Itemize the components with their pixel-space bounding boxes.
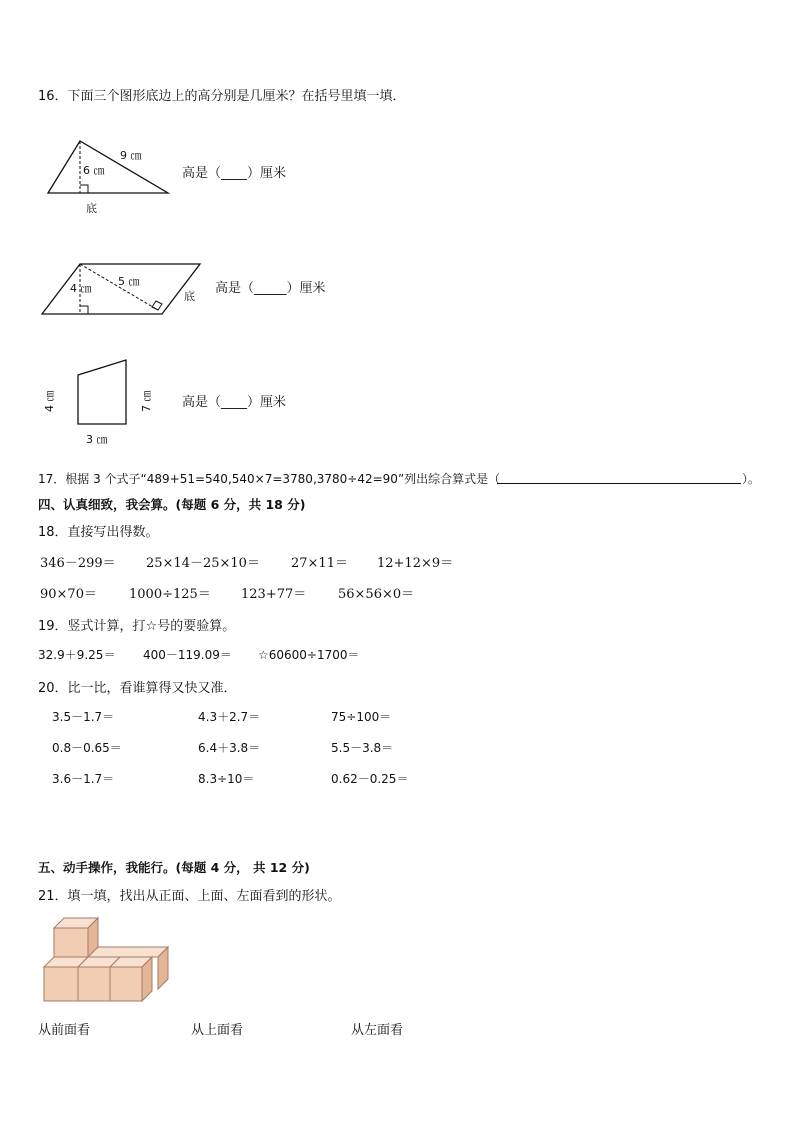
q20-item[interactable]: 0.62－0.25＝ [331, 772, 409, 786]
q17-answer-blank[interactable] [497, 483, 741, 484]
trapezoid-right-label: 7 ㎝ [140, 390, 153, 412]
q18-prompt: 18．直接写出得数。 [38, 525, 159, 540]
triangle-figure [40, 135, 180, 220]
q18-item-5[interactable]: 90×70＝ [40, 587, 97, 602]
q19-item-2[interactable]: 400－119.09＝ [143, 648, 232, 662]
trapezoid-figure [40, 355, 160, 450]
q20-item[interactable]: 3.5－1.7＝ [52, 710, 115, 724]
view-label-left: 从左面看 [351, 1023, 404, 1038]
q20-item[interactable]: 0.8－0.65＝ [52, 741, 122, 755]
q19-item-3[interactable]: ☆60600÷1700＝ [258, 648, 360, 662]
trapezoid-left-label: 4 ㎝ [43, 390, 56, 412]
triangle-hyp-label: 9 ㎝ [120, 149, 142, 162]
parallelogram-height-label: 4 ㎝ [70, 282, 92, 295]
q20-item[interactable]: 75÷100＝ [331, 710, 392, 724]
parallelogram-diag-label: 5 ㎝ [118, 275, 140, 288]
q19-prompt: 19．竖式计算，打☆号的要验算。 [38, 619, 236, 634]
q18-item-7[interactable]: 123+77＝ [241, 587, 307, 602]
q18-item-6[interactable]: 1000÷125＝ [129, 587, 211, 602]
section5-title: 五、动手操作，我能行。(每题 4 分， 共 12 分) [38, 860, 310, 875]
q19-item-1[interactable]: 32.9＋9.25＝ [38, 648, 116, 662]
q18-item-1[interactable]: 346－299＝ [40, 556, 116, 571]
cube-stack-illustration [40, 912, 175, 1007]
q20-item[interactable]: 3.6－1.7＝ [52, 772, 115, 786]
q20-prompt: 20．比一比，看谁算得又快又准． [38, 681, 237, 696]
q20-item[interactable]: 4.3＋2.7＝ [198, 710, 261, 724]
q18-item-4[interactable]: 12+12×9＝ [377, 556, 454, 571]
fig1-answer[interactable]: 高是（____）厘米 [182, 166, 287, 181]
q16-prompt: 16．下面三个图形底边上的高分别是几厘米？在括号里填一填． [38, 89, 406, 104]
view-label-front: 从前面看 [38, 1023, 91, 1038]
trapezoid-bottom-label: 3 ㎝ [86, 433, 108, 446]
section4-title: 四、认真细致，我会算。(每题 6 分，共 18 分) [38, 497, 306, 512]
q20-item[interactable]: 5.5－3.8＝ [331, 741, 394, 755]
parallelogram-base-label: 底 [184, 290, 195, 303]
fig2-answer[interactable]: 高是（_____）厘米 [215, 281, 326, 296]
parallelogram-figure [38, 258, 208, 320]
triangle-base-label: 底 [86, 202, 97, 215]
fig3-answer[interactable]: 高是（____）厘米 [182, 395, 287, 410]
triangle-height-label: 6 ㎝ [83, 164, 105, 177]
q18-item-8[interactable]: 56×56×0＝ [338, 587, 415, 602]
q17-text: 17．根据 3 个式子“489+51=540,540×7=3780,3780÷42=90”列出综合算式是（ [38, 472, 501, 486]
q18-item-2[interactable]: 25×14－25×10＝ [146, 556, 260, 571]
view-label-top: 从上面看 [191, 1023, 244, 1038]
q18-item-3[interactable]: 27×11＝ [291, 556, 348, 571]
q20-item[interactable]: 6.4＋3.8＝ [198, 741, 261, 755]
q17-close: ）。 [742, 472, 761, 486]
q20-item[interactable]: 8.3÷10＝ [198, 772, 255, 786]
q21-prompt: 21．填一填，找出从正面、上面、左面看到的形状。 [38, 889, 341, 904]
